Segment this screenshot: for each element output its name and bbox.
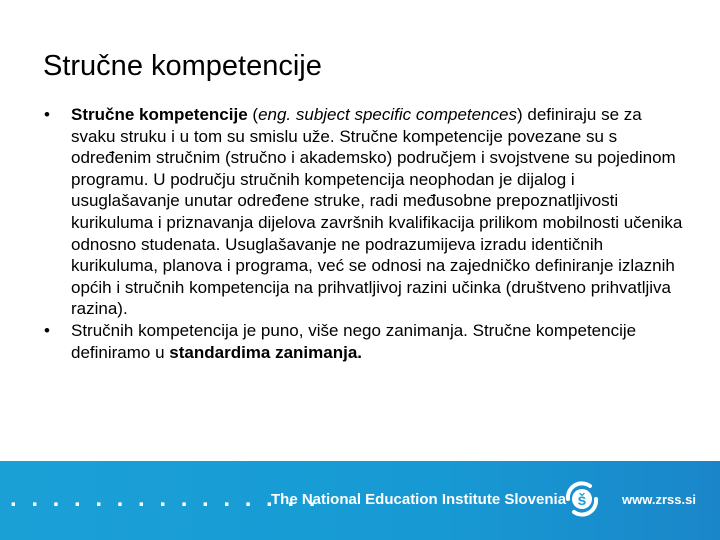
- zrss-logo-icon: [560, 477, 604, 521]
- bullet-paren: (: [247, 105, 259, 124]
- bullet-lead-bold: Stručne kompetencije: [71, 105, 248, 124]
- bullet-dot: •: [44, 105, 50, 124]
- bullet-text: Stručnih kompetencija je puno, više nego zanimanja. Stručne kompetencije definiramo u: [71, 320, 637, 362]
- bullet-dot: •: [44, 320, 50, 340]
- footer-dots: . . . . . . . . . . . . . . .: [10, 485, 320, 512]
- institute-name: The National Education Institute Slovenia: [271, 491, 567, 508]
- bullet-item-1: [44, 104, 684, 320]
- bullet-italic: eng. subject specific competences: [258, 105, 517, 124]
- footer-url: www.zrss.si: [622, 492, 696, 507]
- bullet-list: [44, 104, 684, 363]
- bullet-item-2: [44, 320, 684, 363]
- bullet-bold: standardima zanimanja.: [169, 342, 363, 362]
- slide-title: Stručne kompetencije: [43, 50, 322, 82]
- svg-text:š: š: [577, 492, 587, 509]
- footer-bar: [0, 461, 720, 540]
- bullet-text: ) definiraju se za svaku struku i u tom su smislu uže. Stručne kompetencije povezane su s određenim stručnim (stručno i akademsko) područjem i svojstvene su pojedinom programu. U području stručnih kompetencija neophodan je dijalog i usuglašavanje unutar određene struke, radi međusobne prepoznatljivosti kurikuluma i priznavanja dijelova završnih kvalifikacija prilikom mobilnosti učenika odnosno studenata. Usuglašavanje ne podrazumijeva izradu identičnih kurikuluma, planova i programa, već se odnosi na zajedničko definiranje izlaznih općih i stručnih kompetencija na prihvatljivoj razini učinka (društveno prihvatljiva razina).: [71, 105, 683, 319]
